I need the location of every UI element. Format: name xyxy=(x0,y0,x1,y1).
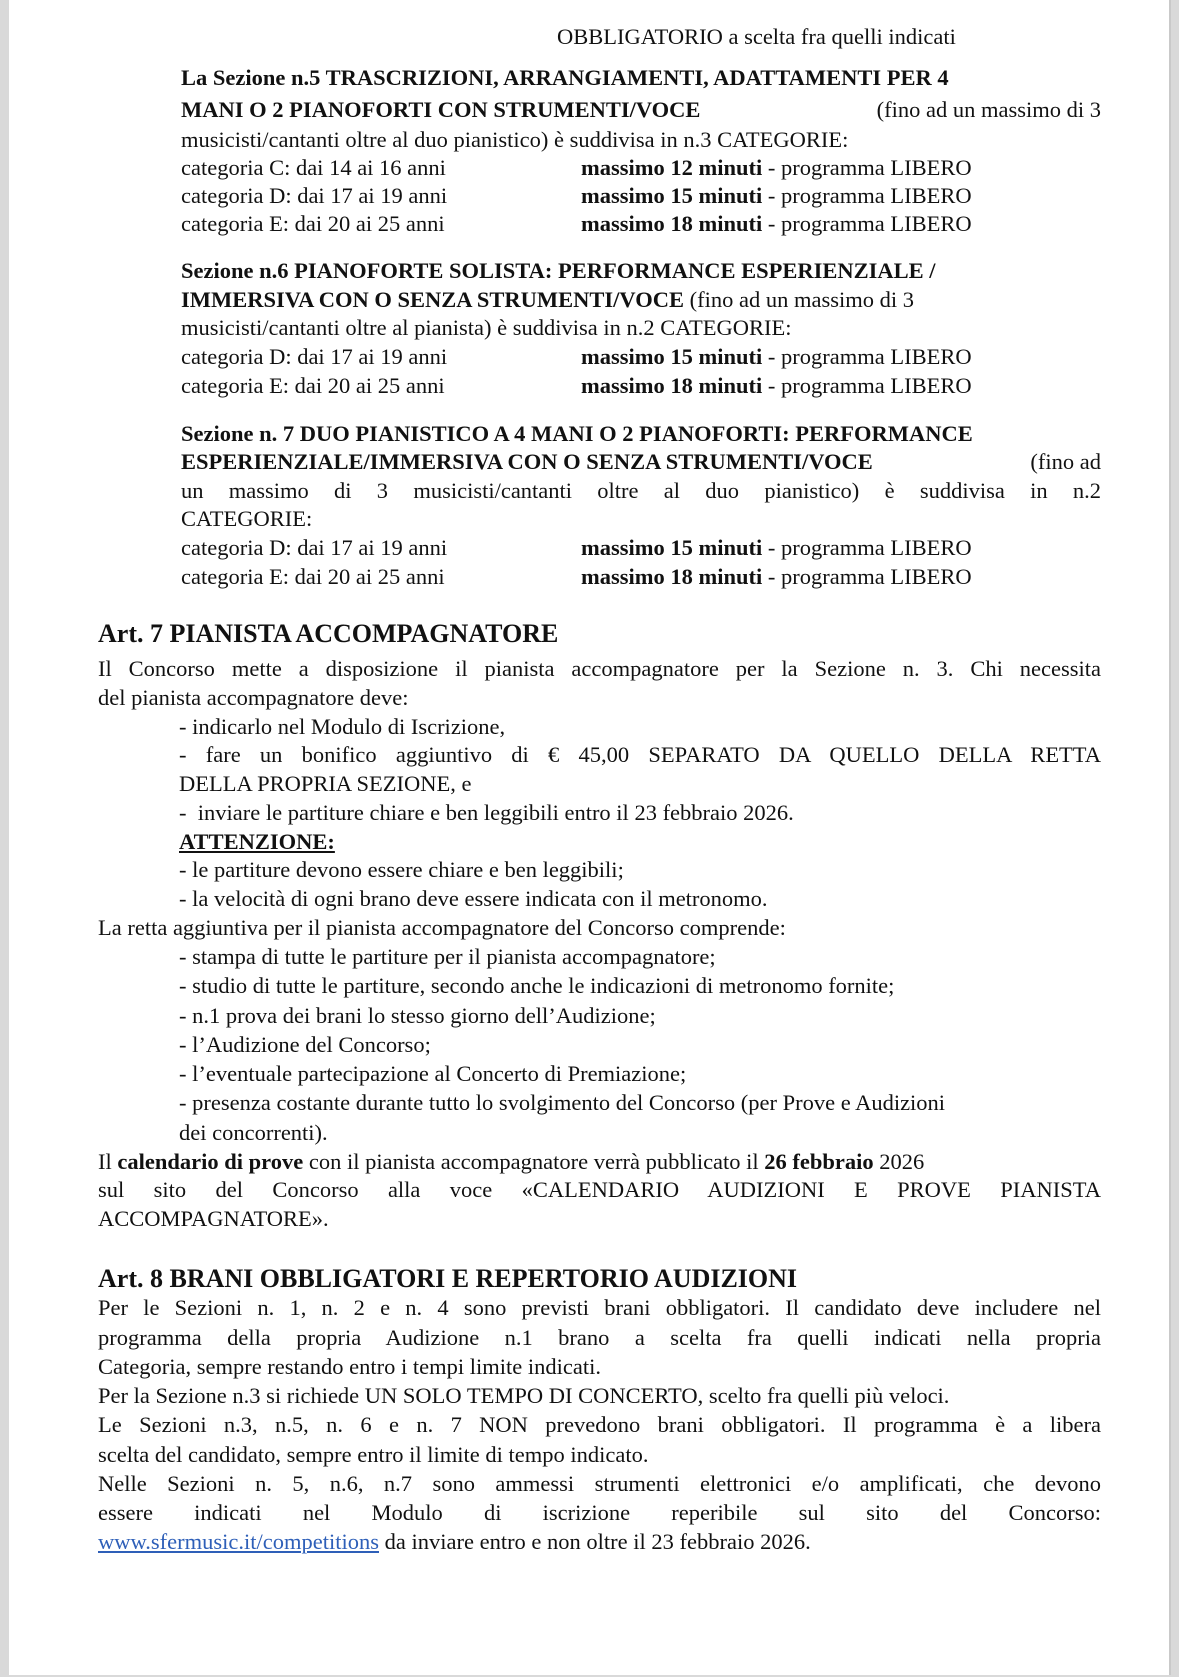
art8-line: Per la Sezione n.3 si richiede UN SOLO TEMPO DI CONCERTO, scelto fra quelli più veloci. xyxy=(98,1383,950,1408)
attention-item: - le partiture devono essere chiare e ben leggibili; xyxy=(179,857,624,882)
requirement-item: - fare un bonifico aggiuntivo di € 45,00 SEPARATO DA QUELLO DELLA RETTA xyxy=(179,742,1101,767)
art8-line: Nelle Sezioni n. 5, n.6, n.7 sono ammessi strumenti elettronici e/o amplificati, che devono xyxy=(98,1471,1101,1496)
fee-item: - presenza costante durante tutto lo svolgimento del Concorso (per Prove e Audizioni xyxy=(179,1090,946,1115)
top-line: OBBLIGATORIO a scelta fra quelli indicati xyxy=(557,24,956,49)
fee-item: - stampa di tutte le partiture per il pianista accompagnatore; xyxy=(179,944,716,969)
section6-title-line1: Sezione n.6 PIANOFORTE SOLISTA: PERFORMANCE ESPERIENZIALE / xyxy=(181,258,936,283)
section7-title-line2: ESPERIENZIALE/IMMERSIVA CON O SENZA STRUMENTI/VOCE (fino ad xyxy=(181,449,1101,474)
attention-item: - la velocità di ogni brano deve essere indicata con il metronomo. xyxy=(179,886,768,911)
fee-intro: La retta aggiuntiva per il pianista accompagnatore del Concorso comprende: xyxy=(98,915,786,940)
requirement-item-cont: DELLA PROPRIA SEZIONE, e xyxy=(179,771,472,796)
competitions-link[interactable]: www.sfermusic.it/competitions xyxy=(98,1529,379,1554)
requirement-item: - indicarlo nel Modulo di Iscrizione, xyxy=(179,714,506,739)
section6-desc: musicisti/cantanti oltre al pianista) è suddivisa in n.2 CATEGORIE: xyxy=(181,315,792,340)
art8-line: Categoria, sempre restando entro i tempi limite indicati. xyxy=(98,1354,601,1379)
section7-desc-end: CATEGORIE: xyxy=(181,506,313,531)
art8-link-line: www.sfermusic.it/competitions da inviare entro e non oltre il 23 febbraio 2026. xyxy=(98,1529,811,1554)
fee-item: - n.1 prova dei brani lo stesso giorno dell’Audizione; xyxy=(179,1003,656,1028)
art8-line: programma della propria Audizione n.1 brano a scelta fra quelli indicati nella propria xyxy=(98,1325,1101,1350)
art7-heading: Art. 7 PIANISTA ACCOMPAGNATORE xyxy=(98,619,559,648)
art8-line: Le Sezioni n.3, n.5, n. 6 e n. 7 NON prevedono brani obbligatori. Il programma è a libera xyxy=(98,1412,1101,1437)
document-page: OBBLIGATORIO a scelta fra quelli indicati La Sezione n.5 TRASCRIZIONI, ARRANGIAMENTI, ADATTAMENTI PER 4 MANI O 2 PIANOFORTI CON STRUMENTI/VOCE (fino ad un massimo di 3 musicisti/cantanti oltre al duo pianistico) è suddivisa in n.3 CATEGORIE: categoria C: dai 14 ai 16 anni massimo 12 minuti - programma LIBERO categoria D: dai 17 ai 19 anni massimo 15 minuti - programma LIBERO categoria E: dai 20 ai 25 anni massimo 18 minuti - programma LIBERO Sezione n.6 PIANOFORTE SOLISTA: PERFORMANCE ESPERIENZIALE / IMMERSIVA CON O SENZA STRUMENTI/VOCE (fino ad un massimo di 3 musicisti/cantanti oltre al pianista) è suddivisa in n.2 CATEGORIE: categoria D: dai 17 ai 19 anni massimo 15 minuti - programma LIBERO categoria E: dai 20 ai 25 anni massimo 18 minuti - programma LIBERO Sezione n. 7 DUO PIANISTICO A 4 MANI O 2 PIANOFORTI: PERFORMANCE ESPERIENZIALE/IMMERSIVA CON O SENZA STRUMENTI/VOCE (fino ad un massimo di 3 musicisti/cantanti oltre al duo pianistico) è suddivisa in n.2 CATEGORIE: categoria D: dai 17 ai 19 anni massimo 15 minuti - programma LIBERO categoria E: dai 20 ai 25 anni massimo 18 minuti - programma LIBERO Art. 7 PIANISTA ACCOMPAGNATORE Il Concorso mette a disposizione il pianista accompagnatore per la Sezione n. 3. Chi necessita del pianista accompagnatore deve: - indicarlo nel Modulo di Iscrizione, - fare un bonifico aggiuntivo di € 45,00 SEPARATO DA QUELLO DELLA RETTA DELLA PROPRIA SEZIONE, e - inviare le partiture chiare e ben leggibili entro il 23 febbraio 2026. ATTENZIONE: - le partiture devono essere chiare e ben leggibili; - la velocità di ogni brano deve essere indicata con il metronomo. La retta aggiuntiva per il pianista accompagnatore del Concorso comprende: - stampa di tutte le partiture per il pianista accompagnatore; - studio di tutte le partiture, secondo anche le indicazioni di metronomo fornite; - n.1 prova dei brani lo stesso giorno dell’Audizione; - l’Audizione del Concorso; - l’eventuale partecipazione al Concerto di Premiazione; - presenza costante durante tutto lo svolgimento del Concorso (per Prove e Audizioni dei concorrenti). Il calendario di prove con il pianista accompagnatore verrà pubblicato il 26 febbraio 2026 sul sito del Concorso alla voce «CALENDARIO AUDIZIONI E PROVE PIANISTA ACCOMPAGNATORE». Art. 8 BRANI OBBLIGATORI E REPERTORIO AUDIZIONI Per le Sezioni n. 1, n. 2 e n. 4 sono previsti brani obbligatori. Il candidato deve includere nel programma della propria Audizione n.1 brano a scelta fra quelli indicati nella propria Categoria, sempre restando entro i tempi limite indicati. Per la Sezione n.3 si richiede UN SOLO TEMPO DI CONCERTO, scelto fra quelli più veloci. Le Sezioni n.3, n.5, n. 6 e n. 7 NON prevedono brani obbligatori. Il programma è a libera scelta del candidato, sempre entro il limite di tempo indicato. Nelle Sezioni n. 5, n.6, n.7 sono ammessi strumenti elettronici e/o amplificati, che devono essere indicati nel Modulo di iscrizione reperibile sul sito del Concorso: www.sfermusic.it/competitions da inviare entro e non oltre il 23 febbraio 2026. xyxy=(9,0,1171,1675)
section5-desc: musicisti/cantanti oltre al duo pianistico) è suddivisa in n.3 CATEGORIE: xyxy=(181,127,849,152)
fee-item: - l’Audizione del Concorso; xyxy=(179,1032,431,1057)
calendar-line2: sul sito del Concorso alla voce «CALENDARIO AUDIZIONI E PROVE PIANISTA xyxy=(98,1177,1101,1202)
requirement-item: - inviare le partiture chiare e ben leggibili entro il 23 febbraio 2026. xyxy=(179,800,794,825)
section5-title-line2: MANI O 2 PIANOFORTI CON STRUMENTI/VOCE (fino ad un massimo di 3 xyxy=(181,97,1101,122)
fee-item: - l’eventuale partecipazione al Concerto di Premiazione; xyxy=(179,1061,687,1086)
section7-desc: un massimo di 3 musicisti/cantanti oltre al duo pianistico) è suddivisa in n.2 xyxy=(181,478,1101,503)
art7-intro-2: del pianista accompagnatore deve: xyxy=(98,685,409,710)
art7-intro: Il Concorso mette a disposizione il pianista accompagnatore per la Sezione n. 3. Chi necessita xyxy=(98,656,1101,681)
calendar-line1: Il calendario di prove con il pianista accompagnatore verrà pubblicato il 26 febbraio 2026 xyxy=(98,1149,925,1174)
art8-heading: Art. 8 BRANI OBBLIGATORI E REPERTORIO AUDIZIONI xyxy=(98,1264,798,1293)
section7-title-line1: Sezione n. 7 DUO PIANISTICO A 4 MANI O 2 PIANOFORTI: PERFORMANCE xyxy=(181,421,973,446)
calendar-line3: ACCOMPAGNATORE». xyxy=(98,1206,329,1231)
fee-item-cont: dei concorrenti). xyxy=(179,1120,328,1145)
fee-item: - studio di tutte le partiture, secondo anche le indicazioni di metronomo fornite; xyxy=(179,973,895,998)
art8-line: scelta del candidato, sempre entro il limite di tempo indicato. xyxy=(98,1442,649,1467)
art8-line: Per le Sezioni n. 1, n. 2 e n. 4 sono previsti brani obbligatori. Il candidato deve includere nel xyxy=(98,1295,1101,1320)
attention-label: ATTENZIONE: xyxy=(179,829,335,854)
art8-line: essere indicati nel Modulo di iscrizione reperibile sul sito del Concorso: xyxy=(98,1500,1101,1525)
section5-title-line1: La Sezione n.5 TRASCRIZIONI, ARRANGIAMENTI, ADATTAMENTI PER 4 xyxy=(181,65,949,90)
section6-title-line2: IMMERSIVA CON O SENZA STRUMENTI/VOCE (fino ad un massimo di 3 xyxy=(181,287,914,312)
